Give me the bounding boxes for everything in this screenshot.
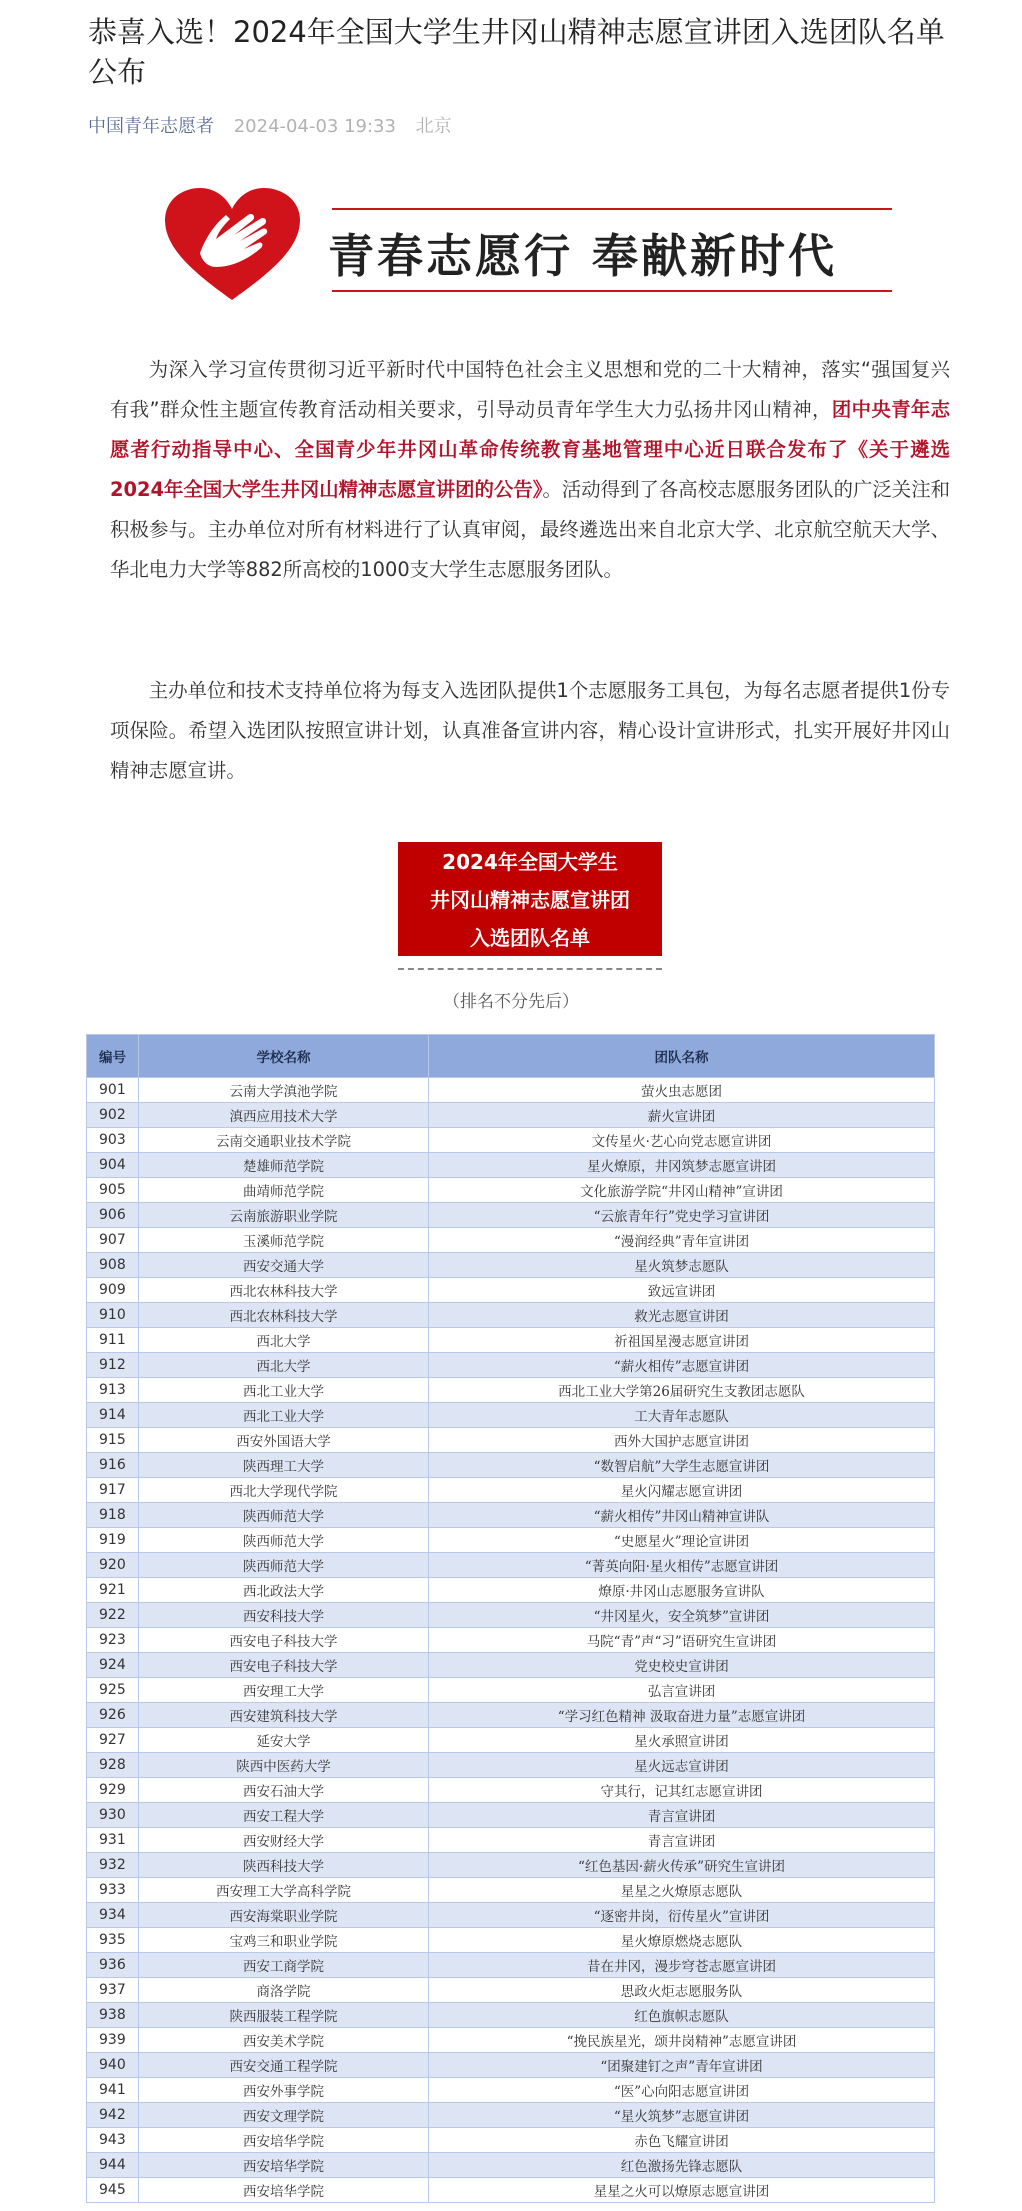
row-team: “学习红色精神 汲取奋进力量”志愿宣讲团 bbox=[429, 1703, 935, 1728]
row-number: 933 bbox=[87, 1878, 139, 1903]
row-team: “漫润经典”青年宣讲团 bbox=[429, 1228, 935, 1253]
table-row bbox=[87, 2003, 935, 2028]
intro-text: 为深入学习宣传贯彻习近平新时代中国特色社会主义思想和党的二十大精神，落实“强国复兴有我”群众性主题宣传教育活动相关要求，引导动员青年学生大力弘扬井冈山精神， bbox=[110, 358, 950, 421]
table-row bbox=[87, 1978, 935, 2003]
row-school: 西安外事学院 bbox=[139, 2078, 429, 2103]
table-row bbox=[87, 1103, 935, 1128]
row-team: 燎原·井冈山志愿服务宣讲队 bbox=[429, 1578, 935, 1603]
table-row bbox=[87, 1153, 935, 1178]
intro-text-end: 。活动得到了各高校志愿服务团队的广泛关注和积极参与。主办单位对所有材料进行了认真审阅，最终遴选出来自北京大学、北京航空航天大学、华北电力大学等882所高校的1000支大学生志愿服务团队。 bbox=[110, 478, 950, 581]
row-school: 西安培华学院 bbox=[139, 2128, 429, 2153]
row-school: 西安工程大学 bbox=[139, 1803, 429, 1828]
row-school: 楚雄师范学院 bbox=[139, 1153, 429, 1178]
row-number: 918 bbox=[87, 1503, 139, 1528]
row-number: 906 bbox=[87, 1203, 139, 1228]
table-row bbox=[87, 1178, 935, 1203]
row-team: 星火闪耀志愿宣讲团 bbox=[429, 1478, 935, 1503]
row-school: 西安财经大学 bbox=[139, 1828, 429, 1853]
row-team: 青言宣讲团 bbox=[429, 1828, 935, 1853]
table-row bbox=[87, 1653, 935, 1678]
row-team: “逐密井岗，衍传星火”宣讲团 bbox=[429, 1903, 935, 1928]
row-number: 912 bbox=[87, 1353, 139, 1378]
table-row bbox=[87, 1778, 935, 1803]
row-team: “红色基因·薪火传承”研究生宣讲团 bbox=[429, 1853, 935, 1878]
row-school: 玉溪师范学院 bbox=[139, 1228, 429, 1253]
row-team: 星星之火可以燎原志愿宣讲团 bbox=[429, 2178, 935, 2203]
row-school: 陕西科技大学 bbox=[139, 1853, 429, 1878]
row-number: 910 bbox=[87, 1303, 139, 1328]
row-school: 西安理工大学高科学院 bbox=[139, 1878, 429, 1903]
row-number: 926 bbox=[87, 1703, 139, 1728]
list-heading-line: 2024年全国大学生 bbox=[442, 850, 618, 874]
row-team: 星火燎原，井冈筑梦志愿宣讲团 bbox=[429, 1153, 935, 1178]
table-row bbox=[87, 1328, 935, 1353]
row-number: 945 bbox=[87, 2178, 139, 2203]
row-school: 西安文理学院 bbox=[139, 2103, 429, 2128]
teams-table bbox=[86, 1034, 935, 2203]
row-team: 昔在井冈，漫步穹苍志愿宣讲团 bbox=[429, 1953, 935, 1978]
row-team: 思政火炬志愿服务队 bbox=[429, 1978, 935, 2003]
table-row bbox=[87, 2153, 935, 2178]
row-team: 文化旅游学院“井冈山精神”宣讲团 bbox=[429, 1178, 935, 1203]
table-row bbox=[87, 2078, 935, 2103]
row-school: 滇西应用技术大学 bbox=[139, 1103, 429, 1128]
table-row bbox=[87, 2178, 935, 2203]
table-row bbox=[87, 1528, 935, 1553]
row-number: 932 bbox=[87, 1853, 139, 1878]
table-row bbox=[87, 1353, 935, 1378]
row-school: 西安培华学院 bbox=[139, 2178, 429, 2203]
row-number: 928 bbox=[87, 1753, 139, 1778]
row-school: 曲靖师范学院 bbox=[139, 1178, 429, 1203]
intro-paragraph bbox=[110, 350, 950, 590]
row-team: 红色旗帜志愿队 bbox=[429, 2003, 935, 2028]
row-number: 931 bbox=[87, 1828, 139, 1853]
row-team: “井冈星火，安全筑梦”宣讲团 bbox=[429, 1603, 935, 1628]
row-school: 西北农林科技大学 bbox=[139, 1278, 429, 1303]
row-number: 916 bbox=[87, 1453, 139, 1478]
row-number: 938 bbox=[87, 2003, 139, 2028]
row-number: 914 bbox=[87, 1403, 139, 1428]
table-row bbox=[87, 1303, 935, 1328]
order-note: （排名不分先后） bbox=[443, 992, 579, 1012]
row-team: 红色激扬先锋志愿队 bbox=[429, 2153, 935, 2178]
row-team: 赤色飞耀宣讲团 bbox=[429, 2128, 935, 2153]
row-school: 云南旅游职业学院 bbox=[139, 1203, 429, 1228]
row-school: 陕西师范大学 bbox=[139, 1503, 429, 1528]
banner-slogan: 青春志愿行 奉献新时代 bbox=[328, 229, 838, 283]
table-row bbox=[87, 1253, 935, 1278]
article-meta bbox=[88, 112, 452, 138]
row-school: 陕西中医药大学 bbox=[139, 1753, 429, 1778]
row-school: 西安外国语大学 bbox=[139, 1428, 429, 1453]
banner-image bbox=[160, 180, 900, 310]
table-row bbox=[87, 2053, 935, 2078]
table-row bbox=[87, 1853, 935, 1878]
row-team: 祈祖国星漫志愿宣讲团 bbox=[429, 1328, 935, 1353]
row-number: 937 bbox=[87, 1978, 139, 2003]
row-team: “菁英向阳·星火相传”志愿宣讲团 bbox=[429, 1553, 935, 1578]
publish-location: 北京 bbox=[415, 116, 452, 137]
row-school: 西北大学现代学院 bbox=[139, 1478, 429, 1503]
row-school: 西安美术学院 bbox=[139, 2028, 429, 2053]
row-number: 909 bbox=[87, 1278, 139, 1303]
table-row bbox=[87, 2028, 935, 2053]
table-row bbox=[87, 1928, 935, 1953]
table-row bbox=[87, 1703, 935, 1728]
row-number: 921 bbox=[87, 1578, 139, 1603]
table-row bbox=[87, 1553, 935, 1578]
row-school: 西北大学 bbox=[139, 1353, 429, 1378]
row-school: 西北农林科技大学 bbox=[139, 1303, 429, 1328]
row-number: 936 bbox=[87, 1953, 139, 1978]
header-school: 学校名称 bbox=[139, 1035, 429, 1078]
row-number: 942 bbox=[87, 2103, 139, 2128]
row-team: 西北工业大学第26届研究生支教团志愿队 bbox=[429, 1378, 935, 1403]
row-team: 工大青年志愿队 bbox=[429, 1403, 935, 1428]
row-team: “团聚建钉之声”青年宣讲团 bbox=[429, 2053, 935, 2078]
list-heading-line: 井冈山精神志愿宣讲团 bbox=[430, 888, 630, 912]
row-school: 西安石油大学 bbox=[139, 1778, 429, 1803]
row-school: 陕西师范大学 bbox=[139, 1528, 429, 1553]
row-team: 救光志愿宣讲团 bbox=[429, 1303, 935, 1328]
table-row bbox=[87, 1728, 935, 1753]
header-number: 编号 bbox=[87, 1035, 139, 1078]
row-team: “星火筑梦”志愿宣讲团 bbox=[429, 2103, 935, 2128]
heart-hand-logo-icon bbox=[160, 185, 305, 305]
row-school: 西北工业大学 bbox=[139, 1403, 429, 1428]
list-heading-box bbox=[398, 842, 662, 956]
row-school: 西安交通工程学院 bbox=[139, 2053, 429, 2078]
row-number: 940 bbox=[87, 2053, 139, 2078]
header-team: 团队名称 bbox=[429, 1035, 935, 1078]
row-number: 941 bbox=[87, 2078, 139, 2103]
row-number: 907 bbox=[87, 1228, 139, 1253]
table-row bbox=[87, 1828, 935, 1853]
row-number: 917 bbox=[87, 1478, 139, 1503]
row-team: 星火筑梦志愿队 bbox=[429, 1253, 935, 1278]
row-team: “史愿星火”理论宣讲团 bbox=[429, 1528, 935, 1553]
row-school: 西安建筑科技大学 bbox=[139, 1703, 429, 1728]
row-number: 901 bbox=[87, 1078, 139, 1103]
row-school: 西安科技大学 bbox=[139, 1603, 429, 1628]
row-team: 西外大国护志愿宣讲团 bbox=[429, 1428, 935, 1453]
row-school: 延安大学 bbox=[139, 1728, 429, 1753]
row-team: 萤火虫志愿团 bbox=[429, 1078, 935, 1103]
row-school: 西安电子科技大学 bbox=[139, 1628, 429, 1653]
row-number: 927 bbox=[87, 1728, 139, 1753]
row-number: 920 bbox=[87, 1553, 139, 1578]
row-number: 908 bbox=[87, 1253, 139, 1278]
row-number: 943 bbox=[87, 2128, 139, 2153]
table-row bbox=[87, 1078, 935, 1103]
table-row bbox=[87, 1128, 935, 1153]
row-number: 944 bbox=[87, 2153, 139, 2178]
table-row bbox=[87, 1403, 935, 1428]
row-school: 云南交通职业技术学院 bbox=[139, 1128, 429, 1153]
row-school: 西北大学 bbox=[139, 1328, 429, 1353]
row-team: 党史校史宣讲团 bbox=[429, 1653, 935, 1678]
table-row bbox=[87, 2128, 935, 2153]
article-title: 恭喜入选！2024年全国大学生井冈山精神志愿宣讲团入选团队名单公布 bbox=[88, 15, 945, 89]
row-number: 915 bbox=[87, 1428, 139, 1453]
row-school: 陕西服装工程学院 bbox=[139, 2003, 429, 2028]
row-team: 星星之火燎原志愿队 bbox=[429, 1878, 935, 1903]
row-number: 929 bbox=[87, 1778, 139, 1803]
table-row bbox=[87, 1478, 935, 1503]
row-team: “云旅青年行”党史学习宣讲团 bbox=[429, 1203, 935, 1228]
dashed-divider bbox=[398, 968, 662, 970]
row-number: 902 bbox=[87, 1103, 139, 1128]
list-heading-line: 入选团队名单 bbox=[470, 926, 590, 950]
table-header-row bbox=[87, 1035, 935, 1078]
row-team: 弘言宣讲团 bbox=[429, 1678, 935, 1703]
row-school: 西北政法大学 bbox=[139, 1578, 429, 1603]
intro-highlight: 团中央青年志愿者行动指导中心、全国青少年井冈山革命传统教育基地管理中心近日联合发布了《关于遴选2024年全国大学生井冈山精神志愿宣讲团的公告》 bbox=[110, 398, 951, 501]
row-number: 919 bbox=[87, 1528, 139, 1553]
row-team: 守其行，记其红志愿宣讲团 bbox=[429, 1778, 935, 1803]
row-school: 西安工商学院 bbox=[139, 1953, 429, 1978]
row-school: 云南大学滇池学院 bbox=[139, 1078, 429, 1103]
row-team: 马院“青”声“习”语研究生宣讲团 bbox=[429, 1628, 935, 1653]
row-team: 星火燎原燃烧志愿队 bbox=[429, 1928, 935, 1953]
row-school: 西安交通大学 bbox=[139, 1253, 429, 1278]
table-row bbox=[87, 1203, 935, 1228]
row-number: 923 bbox=[87, 1628, 139, 1653]
row-team: 星火承照宣讲团 bbox=[429, 1728, 935, 1753]
row-school: 西安培华学院 bbox=[139, 2153, 429, 2178]
table-row bbox=[87, 1803, 935, 1828]
row-school: 陕西理工大学 bbox=[139, 1453, 429, 1478]
row-number: 934 bbox=[87, 1903, 139, 1928]
banner-bottom-rule bbox=[332, 290, 892, 292]
table-row bbox=[87, 1878, 935, 1903]
row-number: 939 bbox=[87, 2028, 139, 2053]
table-row bbox=[87, 1278, 935, 1303]
row-team: 星火远志宣讲团 bbox=[429, 1753, 935, 1778]
row-team: “医”心向阳志愿宣讲团 bbox=[429, 2078, 935, 2103]
row-number: 905 bbox=[87, 1178, 139, 1203]
row-number: 913 bbox=[87, 1378, 139, 1403]
row-team: “薪火相传”井冈山精神宣讲队 bbox=[429, 1503, 935, 1528]
row-number: 911 bbox=[87, 1328, 139, 1353]
table-row bbox=[87, 1453, 935, 1478]
row-team: 文传星火·艺心向党志愿宣讲团 bbox=[429, 1128, 935, 1153]
author-link[interactable]: 中国青年志愿者 bbox=[88, 116, 214, 137]
row-school: 西安电子科技大学 bbox=[139, 1653, 429, 1678]
table-row bbox=[87, 1378, 935, 1403]
table-row bbox=[87, 1903, 935, 1928]
support-paragraph: 主办单位和技术支持单位将为每支入选团队提供1个志愿服务工具包，为每名志愿者提供1份专项保险。希望入选团队按照宣讲计划，认真准备宣讲内容，精心设计宣讲形式，扎实开展好井冈山精神志愿宣讲。 bbox=[110, 679, 950, 782]
row-number: 903 bbox=[87, 1128, 139, 1153]
row-team: 青言宣讲团 bbox=[429, 1803, 935, 1828]
publish-date: 2024-04-03 19:33 bbox=[233, 116, 396, 137]
table-row bbox=[87, 1503, 935, 1528]
row-school: 商洛学院 bbox=[139, 1978, 429, 2003]
table-row bbox=[87, 1678, 935, 1703]
table-row bbox=[87, 1603, 935, 1628]
table-row bbox=[87, 2103, 935, 2128]
table-row bbox=[87, 1578, 935, 1603]
row-team: “薪火相传”志愿宣讲团 bbox=[429, 1353, 935, 1378]
table-row bbox=[87, 1953, 935, 1978]
row-number: 904 bbox=[87, 1153, 139, 1178]
row-team: 致远宣讲团 bbox=[429, 1278, 935, 1303]
banner-top-rule bbox=[332, 208, 892, 210]
row-team: 薪火宣讲团 bbox=[429, 1103, 935, 1128]
row-school: 西安海棠职业学院 bbox=[139, 1903, 429, 1928]
row-team: “挽民族星光，颂井岗精神”志愿宣讲团 bbox=[429, 2028, 935, 2053]
table-row bbox=[87, 1428, 935, 1453]
table-row bbox=[87, 1628, 935, 1653]
row-number: 925 bbox=[87, 1678, 139, 1703]
row-school: 西安理工大学 bbox=[139, 1678, 429, 1703]
table-row bbox=[87, 1228, 935, 1253]
row-number: 924 bbox=[87, 1653, 139, 1678]
row-number: 930 bbox=[87, 1803, 139, 1828]
row-school: 陕西师范大学 bbox=[139, 1553, 429, 1578]
row-number: 935 bbox=[87, 1928, 139, 1953]
row-school: 西北工业大学 bbox=[139, 1378, 429, 1403]
table-row bbox=[87, 1753, 935, 1778]
row-number: 922 bbox=[87, 1603, 139, 1628]
row-school: 宝鸡三和职业学院 bbox=[139, 1928, 429, 1953]
row-team: “数智启航”大学生志愿宣讲团 bbox=[429, 1453, 935, 1478]
